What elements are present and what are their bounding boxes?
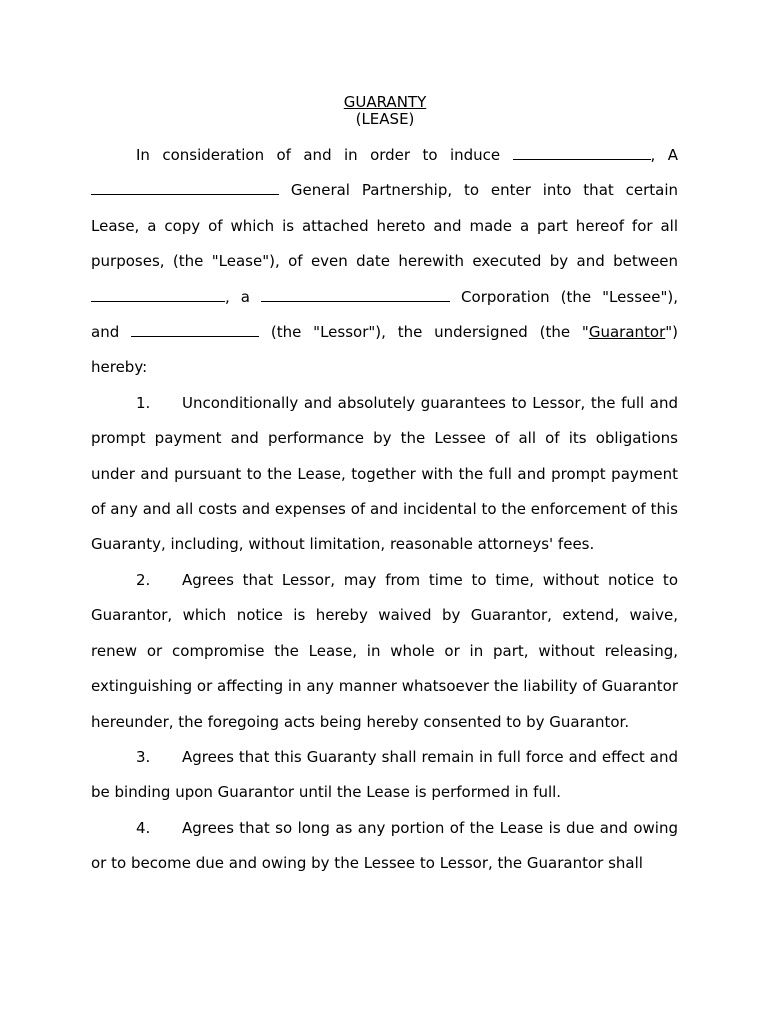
blank-line-partnership-state [91,181,279,195]
paragraph-number: 4. [136,818,151,837]
intro-paragraph [91,138,678,386]
paragraph-number: 3. [136,747,151,766]
blank-line-corporation-state [261,288,450,302]
intro-text-6: (the "Lessor"), the undersigned (the " [270,323,589,342]
paragraph-text: Agrees that this Guaranty shall remain in full force and effect and be binding upon Guarantor until the Lease is performed in full. [91,747,678,802]
intro-text-5: Corporation (the "Lessee"), and [91,287,678,342]
numbered-paragraph [91,386,678,563]
numbered-paragraph [91,811,678,882]
numbered-paragraph [91,563,678,740]
guarantor-term: Guarantor [588,323,666,342]
intro-text-4: , a [225,287,250,306]
intro-text-3: General Partnership, to enter into that certain Lease, a copy of which is attached hereto and made a part hereof for all purposes, (the "Lease"), of even date herewith executed by and between [91,181,678,271]
paragraph-number: 2. [136,570,151,589]
blank-line-lessee-name [91,288,225,302]
numbered-paragraph [91,740,678,811]
blank-line-lessor-name [513,146,651,160]
intro-text-2: , A [650,146,678,164]
document-body [91,138,678,882]
paragraph-text: Unconditionally and absolutely guarantees to Lessor, the full and prompt payment and performance by the Lessee of all of its obligations under and pursuant to the Lease, together with the full and prompt payment of any and all costs and expenses of and incidental to the enforcement of this Guaranty, including, without limitation, reasonable attorneys' fees. [91,393,678,554]
blank-line-lessor [131,323,259,337]
paragraph-text: Agrees that so long as any portion of the Lease is due and owing or to become due and owing by the Lessee to Lessor, the Guarantor shall [91,818,678,873]
document-title: GUARANTY [343,93,427,111]
document-subtitle: (LEASE) [355,110,415,128]
intro-text-7: ") hereby: [91,323,679,377]
intro-text-1: In consideration of and in order to induce [136,146,501,164]
paragraph-text: Agrees that Lessor, may from time to time, without notice to Guarantor, which notice is hereby waived by Guarantor, extend, waive, renew or compromise the Lease, in whole or in part, without releasing, extinguishing or affecting in any manner whatsoever the liability of Guarantor hereunder, the foregoing acts being hereby consented to by Guarantor. [91,570,678,731]
paragraph-number: 1. [136,393,151,412]
